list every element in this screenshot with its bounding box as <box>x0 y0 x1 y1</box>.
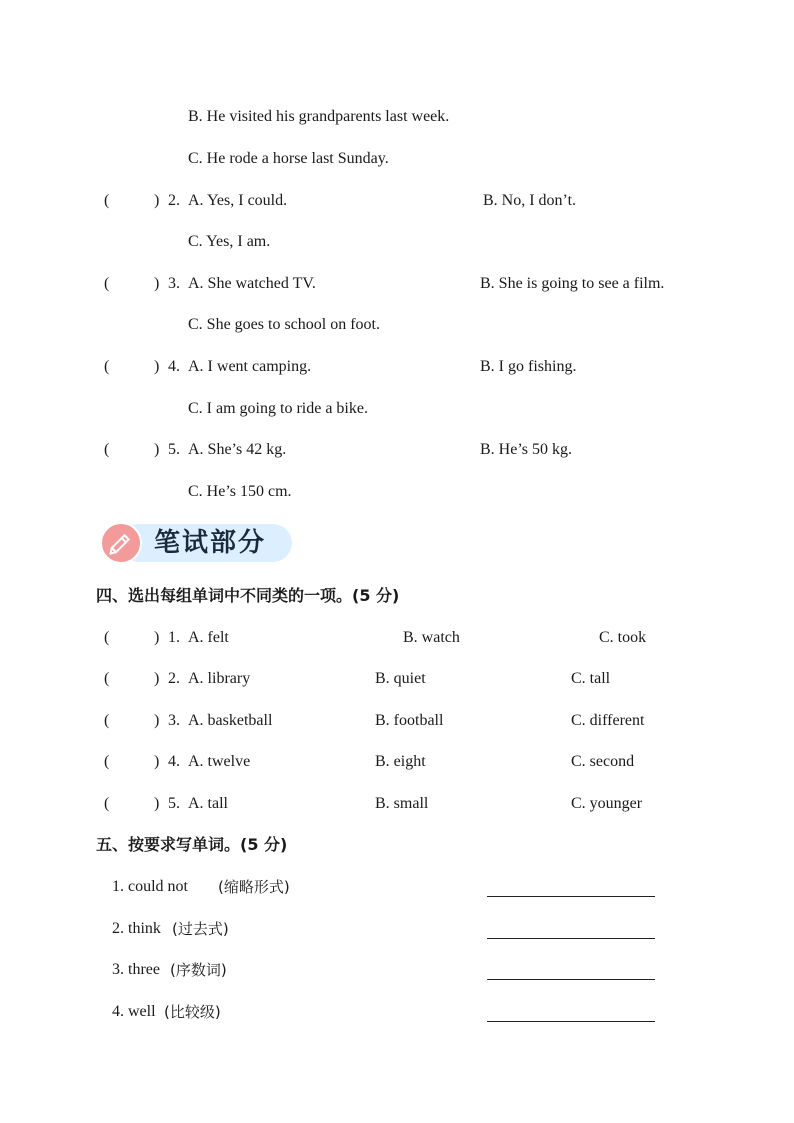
banner-title: 笔试部分 <box>154 528 267 558</box>
option-b: B. I go fishing. <box>480 358 577 375</box>
option-b: B. football <box>375 712 444 729</box>
option-a: A. tall <box>188 795 228 812</box>
option-c: C. different <box>571 712 645 729</box>
question-number: 5. <box>168 441 180 458</box>
item-hint: (序数词) <box>170 961 227 979</box>
option-a: A. twelve <box>188 753 251 770</box>
option-c: C. second <box>571 753 635 770</box>
answer-line[interactable] <box>487 1021 655 1022</box>
question-number: 1. <box>168 629 180 646</box>
option-a: A. library <box>188 670 251 687</box>
item-hint: (过去式) <box>172 920 229 938</box>
answer-line[interactable] <box>487 938 655 939</box>
item-hint: (缩略形式) <box>218 878 290 896</box>
option-b: B. watch <box>403 629 460 646</box>
question-number: 2. <box>168 192 180 209</box>
question-number: 3. <box>168 712 180 729</box>
written-section-banner <box>100 522 292 564</box>
option-b: B. eight <box>375 753 426 770</box>
section5-heading: 五、按要求写单词。(5 分) <box>96 835 288 854</box>
question-number: 4. <box>168 753 180 770</box>
pencil-icon <box>100 522 142 564</box>
item-word: 3. three <box>112 961 160 978</box>
option-c: C. He’s 150 cm. <box>188 483 292 500</box>
option-b: B. He’s 50 kg. <box>480 441 572 458</box>
option-b: B. small <box>375 795 429 812</box>
option-b: B. No, I don’t. <box>483 192 577 209</box>
option-a: A. felt <box>188 629 229 646</box>
option-c: C. took <box>599 629 647 646</box>
q1-option-b: B. He visited his grandparents last week. <box>188 108 450 125</box>
question-number: 5. <box>168 795 180 812</box>
option-c: C. She goes to school on foot. <box>188 316 380 333</box>
question-number: 4. <box>168 358 180 375</box>
answer-line[interactable] <box>487 979 655 980</box>
option-a: A. She’s 42 kg. <box>188 441 287 458</box>
option-a: A. basketball <box>188 712 273 729</box>
q1-option-c: C. He rode a horse last Sunday. <box>188 150 389 167</box>
option-c: C. I am going to ride a bike. <box>188 400 368 417</box>
question-number: 3. <box>168 275 180 292</box>
option-a: A. She watched TV. <box>188 275 316 292</box>
option-c: C. younger <box>571 795 643 812</box>
option-c: C. Yes, I am. <box>188 233 271 250</box>
option-a: A. I went camping. <box>188 358 312 375</box>
item-word: 4. well <box>112 1003 156 1020</box>
question-number: 2. <box>168 670 180 687</box>
section4-heading: 四、选出每组单词中不同类的一项。(5 分) <box>96 586 400 605</box>
option-c: C. tall <box>571 670 611 687</box>
item-word: 1. could not <box>112 878 188 895</box>
option-a: A. Yes, I could. <box>188 192 288 209</box>
item-hint: (比较级) <box>164 1003 221 1021</box>
answer-line[interactable] <box>487 896 655 897</box>
option-b: B. quiet <box>375 670 426 687</box>
item-word: 2. think <box>112 920 161 937</box>
option-b: B. She is going to see a film. <box>480 275 665 292</box>
